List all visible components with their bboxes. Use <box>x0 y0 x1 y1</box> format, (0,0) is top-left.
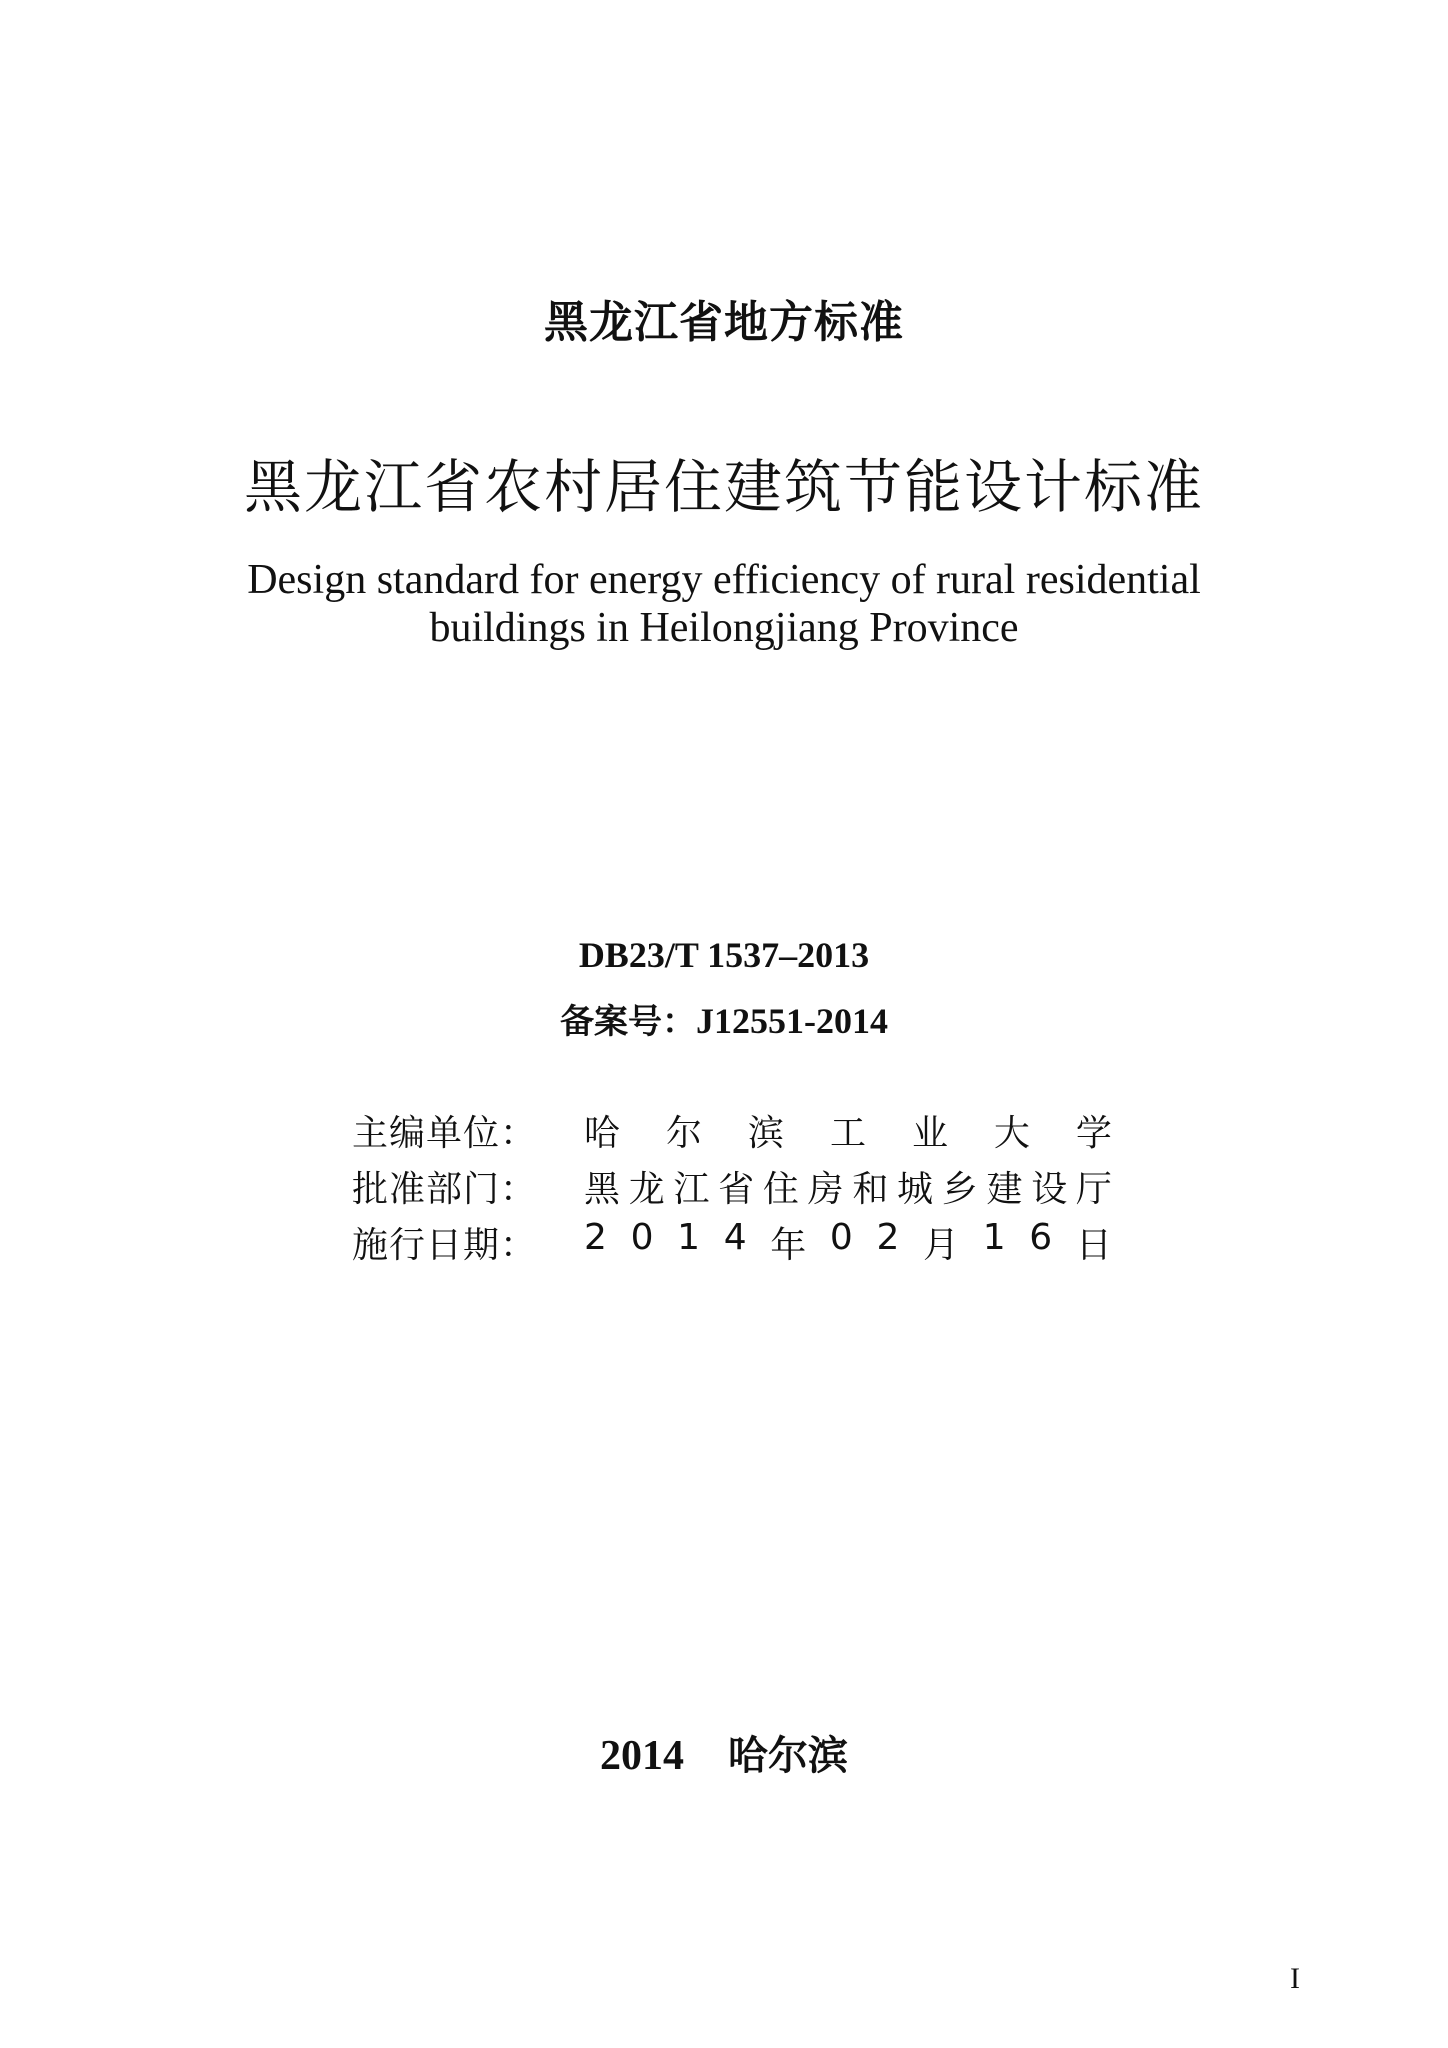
approver-char: 江 <box>673 1168 710 1210</box>
approver-char: 黑 <box>584 1168 621 1210</box>
approver-row <box>352 1158 1112 1214</box>
standard-code: DB23/T 1537–2013 <box>578 935 870 975</box>
title-chinese: 黑龙江省农村居住建筑节能设计标准 <box>243 453 1204 521</box>
editor-row <box>352 1102 1112 1158</box>
approver-char: 房 <box>807 1168 844 1210</box>
editor-label: 主编单位： <box>352 1112 538 1154</box>
date-char: 月 <box>923 1224 960 1266</box>
editor-char: 工 <box>829 1112 866 1154</box>
approver-char: 和 <box>852 1168 889 1210</box>
title-english <box>0 556 1448 652</box>
approver-char: 城 <box>897 1168 934 1210</box>
title-english-line-1: Design standard for energy efficiency of rural residential <box>247 557 1201 603</box>
page-number: I <box>1290 1962 1300 1995</box>
standard-category: 黑龙江省地方标准 <box>544 297 904 348</box>
approver-char: 龙 <box>628 1168 665 1210</box>
editor-char: 学 <box>1075 1112 1112 1154</box>
editor-char: 尔 <box>665 1112 702 1154</box>
date-char: 4 <box>723 1216 747 1258</box>
publication-city: 哈尔滨 <box>728 1733 848 1779</box>
publication-footer <box>0 1724 1448 1781</box>
date-row <box>352 1214 1112 1270</box>
date-char: 年 <box>770 1224 807 1266</box>
title-english-line-2: buildings in Heilongjiang Province <box>429 605 1019 651</box>
date-value <box>584 1217 1112 1268</box>
approver-char: 设 <box>1031 1168 1068 1210</box>
approver-char: 建 <box>986 1168 1023 1210</box>
record-label: 备案号： <box>560 1002 696 1042</box>
approver-char: 乡 <box>941 1168 978 1210</box>
publication-year: 2014 <box>600 1733 684 1779</box>
approver-label: 批准部门： <box>352 1168 538 1210</box>
editor-char: 滨 <box>747 1112 784 1154</box>
approver-char: 省 <box>718 1168 755 1210</box>
approver-char: 住 <box>762 1168 799 1210</box>
editor-value <box>584 1105 1112 1156</box>
record-number-line <box>0 994 1448 1043</box>
date-char: 6 <box>1029 1216 1053 1258</box>
date-char: 日 <box>1075 1224 1112 1266</box>
editor-char: 业 <box>911 1112 948 1154</box>
date-label: 施行日期： <box>352 1224 538 1266</box>
approver-value <box>584 1161 1112 1212</box>
date-char: 1 <box>982 1216 1006 1258</box>
record-number: J12551-2014 <box>696 1001 888 1041</box>
publication-info <box>352 1102 1112 1270</box>
editor-char: 哈 <box>584 1112 621 1154</box>
date-char: 1 <box>677 1216 701 1258</box>
editor-char: 大 <box>993 1112 1030 1154</box>
date-char: 2 <box>876 1216 900 1258</box>
date-char: 0 <box>829 1216 853 1258</box>
date-char: 2 <box>584 1216 607 1258</box>
date-char: 0 <box>630 1216 654 1258</box>
approver-char: 厅 <box>1075 1168 1112 1210</box>
